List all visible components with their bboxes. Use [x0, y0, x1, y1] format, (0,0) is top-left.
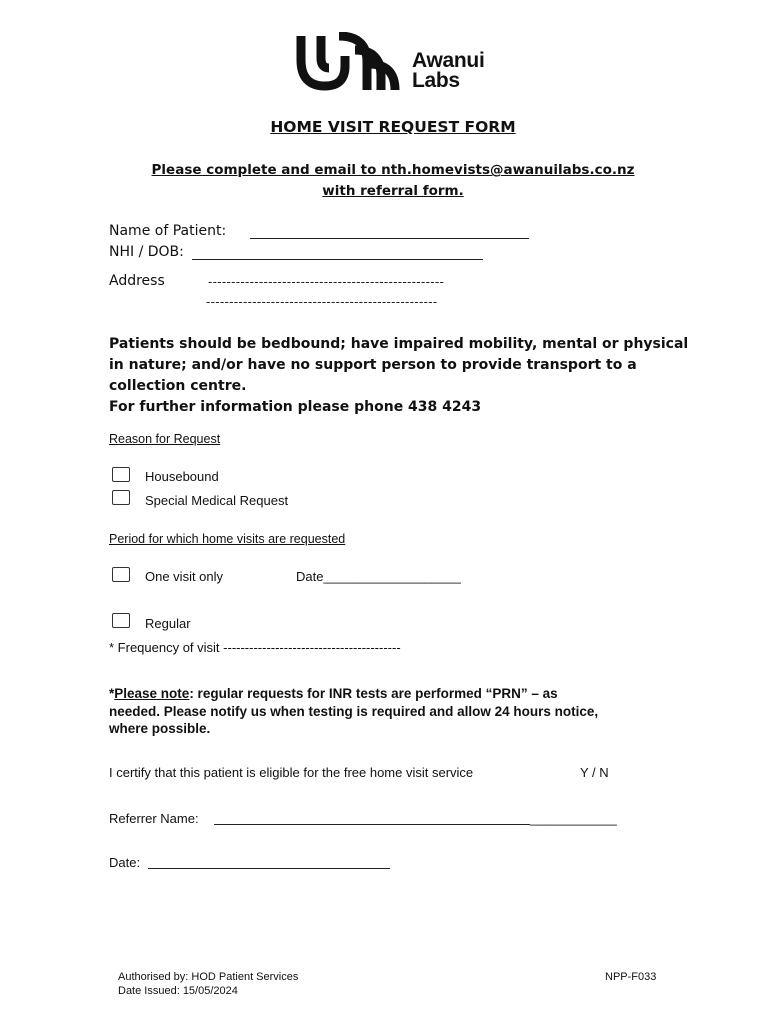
- frequency-field[interactable]: * Frequency of visit -----------------------------------------: [109, 640, 401, 655]
- certify-statement: I certify that this patient is eligible for the free home visit service: [109, 765, 474, 780]
- signature-date-label: Date:: [109, 855, 141, 870]
- logo-wordmark-line1: Awanui: [412, 49, 485, 72]
- form-title: HOME VISIT REQUEST FORM: [270, 118, 516, 136]
- note-line1-rest: : regular requests for INR tests are performed “PRN” – as: [189, 686, 558, 701]
- referrer-name-field-tail: ____________: [530, 811, 617, 826]
- patient-name-field[interactable]: [250, 238, 529, 239]
- visit-date-field[interactable]: Date___________________: [296, 569, 461, 584]
- referrer-name-label: Referrer Name:: [109, 811, 199, 826]
- logo-wordmark-line2: Labs: [412, 69, 460, 92]
- housebound-checkbox[interactable]: [112, 467, 130, 482]
- criteria-line1: Patients should be bedbound; have impaired mobility, mental or physical: [109, 336, 689, 352]
- phone-info: For further information please phone 438 4243: [109, 399, 482, 415]
- note-label: Please note: [114, 686, 190, 701]
- criteria-line2: in nature; and/or have no support person to provide transport to a: [109, 357, 637, 373]
- regular-checkbox[interactable]: [112, 613, 130, 628]
- referrer-name-field[interactable]: [214, 824, 530, 825]
- address-label: Address: [109, 273, 165, 289]
- regular-label: Regular: [145, 616, 191, 631]
- instructions-line2: with referral form.: [322, 183, 464, 199]
- footer-authorised-by: Authorised by: HOD Patient Services: [118, 971, 299, 983]
- reason-heading: Reason for Request: [109, 432, 221, 446]
- criteria-line3: collection centre.: [109, 378, 247, 394]
- footer-form-code: NPP-F033: [605, 971, 657, 983]
- one-visit-label: One visit only: [145, 569, 224, 584]
- certify-yes-no[interactable]: Y / N: [580, 765, 609, 780]
- note-star: *: [109, 686, 115, 701]
- special-medical-request-checkbox[interactable]: [112, 490, 130, 505]
- period-heading: Period for which home visits are requested: [109, 532, 346, 546]
- address-field-line1[interactable]: ---------------------------------------------------: [208, 274, 445, 289]
- special-medical-request-label: Special Medical Request: [145, 493, 289, 508]
- address-field-line2[interactable]: --------------------------------------------------: [206, 294, 438, 309]
- inr-note-line1: [109, 685, 558, 702]
- inr-note-line3: where possible.: [109, 721, 211, 736]
- inr-note-line2: needed. Please notify us when testing is required and allow 24 hours notice,: [109, 704, 599, 719]
- signature-date-field[interactable]: [148, 868, 390, 869]
- nhi-dob-label: NHI / DOB:: [109, 244, 184, 260]
- instructions-line1: Please complete and email to nth.homevists@awanuilabs.co.nz: [151, 162, 635, 178]
- nhi-dob-field[interactable]: [192, 259, 483, 260]
- footer-date-issued: Date Issued: 15/05/2024: [118, 985, 238, 997]
- one-visit-checkbox[interactable]: [112, 567, 130, 582]
- housebound-label: Housebound: [145, 469, 219, 484]
- patient-name-label: Name of Patient:: [109, 223, 227, 239]
